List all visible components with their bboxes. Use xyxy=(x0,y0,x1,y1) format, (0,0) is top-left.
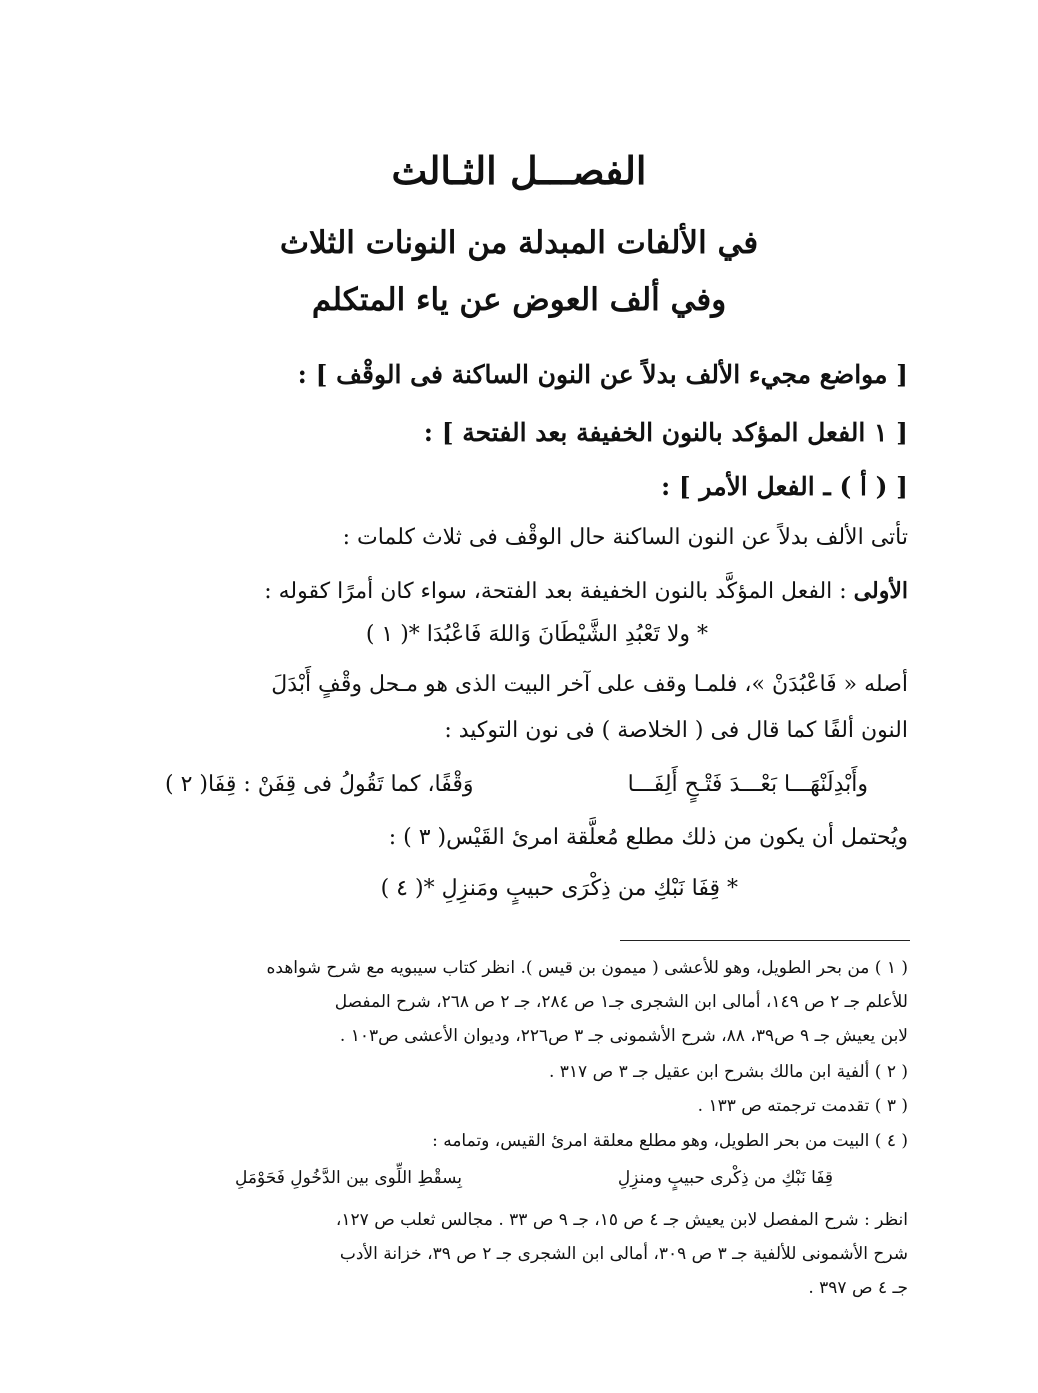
footnote-verse-left: بِسقْطِ اللِّوى بين الدَّخُولِ فَحَوْمَلِ xyxy=(235,1168,463,1188)
verse-hemistich-left: وَقْفًا، كما تَقُولُ فى قِفَنْ : قِفَا( ٢ ) xyxy=(165,772,474,797)
verse-line: * ولا تَعْبُدِ الشَّيْطَانَ وَاللهَ فَاعْبُدَا *( ١ ) xyxy=(365,622,708,647)
footnote-line: ( ١ ) من بحر الطويل، وهو للأعشى ( ميمون بن قيس ). انظر كتاب سيبويه مع شرح شواهده xyxy=(266,958,908,978)
paragraph-line: أصله « فَاعْبُدَنْ »، فلمـا وقف على آخر البيت الذى هو مـحل وقْفٍ أَبْدَلَ xyxy=(271,672,908,697)
footnote-line: انظر : شرح المفصل لابن يعيش جـ ٤ ص ١٥، جـ ٩ ص ٣٣ . مجالس ثعلب ص ١٢٧، xyxy=(335,1210,908,1230)
verse-line: * قِفَا نَبْكِ من ذِكْرَى حبيبٍ ومَنزِلِ *( ٤ ) xyxy=(380,876,738,901)
footnote-line: للأعلم جـ ٢ ص ١٤٩، أمالى ابن الشجرى جـ١ ص ٢٨٤، جـ ٢ ص ٢٦٨، شرح المفصل xyxy=(334,992,908,1012)
paragraph-line: النون ألفًا كما قال فى ( الخلاصة ) فى نون التوكيد : xyxy=(444,718,908,743)
footnote-line: ( ٤ ) البيت من بحر الطويل، وهو مطلع معلقة امرئ القيس، وتمامه : xyxy=(432,1131,908,1151)
footnote-verse-right: قِفَا نَبْكِ من ذِكْرى حبيبٍ ومنزِلِ xyxy=(617,1168,833,1188)
chapter-subtitle-1: في الألفات المبدلة من النونات الثلاث xyxy=(279,225,759,261)
chapter-title: الفصـــل الثـالث xyxy=(391,148,647,193)
paragraph-lead-word: الأولى xyxy=(853,578,908,604)
footnote-line: ( ٣ ) تقدمت ترجمته ص ١٣٣ . xyxy=(697,1096,908,1116)
footnote-divider xyxy=(620,940,910,941)
section-heading: [ ( أ ) ـ الفعل الأمر ] : xyxy=(660,472,908,501)
section-heading: [ مواضع مجيء الألف بدلاً عن النون الساكنة فى الوقْف ] : xyxy=(297,360,908,389)
footnote-line: لابن يعيش جـ ٩ ص٣٩، ٨٨، شرح الأشمونى جـ ٣ ص٢٢٦، وديوان الأعشى ص١٠٣ . xyxy=(339,1026,908,1046)
footnote-line: شرح الأشمونى للألفية جـ ٣ ص ٣٠٩، أمالى ابن الشجرى جـ ٢ ص ٣٩، خزانة الأدب xyxy=(339,1244,908,1264)
chapter-subtitle-2: وفي ألف العوض عن ياء المتكلم xyxy=(311,282,727,318)
paragraph-line: ويُحتمل أن يكون من ذلك مطلع مُعلَّقة امرئ القَيْس( ٣ ) : xyxy=(388,825,908,850)
paragraph-text: : الفعل المؤكَّد بالنون الخفيفة بعد الفتحة، سواء كان أمرًا كقوله : xyxy=(264,579,854,604)
paragraph-line xyxy=(118,578,908,604)
footnote-line: ( ٢ ) ألفية ابن مالك بشرح ابن عقيل جـ ٣ ص ٣١٧ . xyxy=(548,1062,908,1082)
footnote-line: جـ ٤ ص ٣٩٧ . xyxy=(808,1278,908,1298)
paragraph-line: تأتى الألف بدلاً عن النون الساكنة حال الوقْف فى ثلاث كلمات : xyxy=(342,525,908,550)
section-heading: [ ١ الفعل المؤكد بالنون الخفيفة بعد الفتحة ] : xyxy=(423,418,908,447)
verse-hemistich-right: وأَبْدِلَنْهَـــا بَعْـــدَ فَتْـحٍ أَلِفَـــا xyxy=(627,772,868,797)
